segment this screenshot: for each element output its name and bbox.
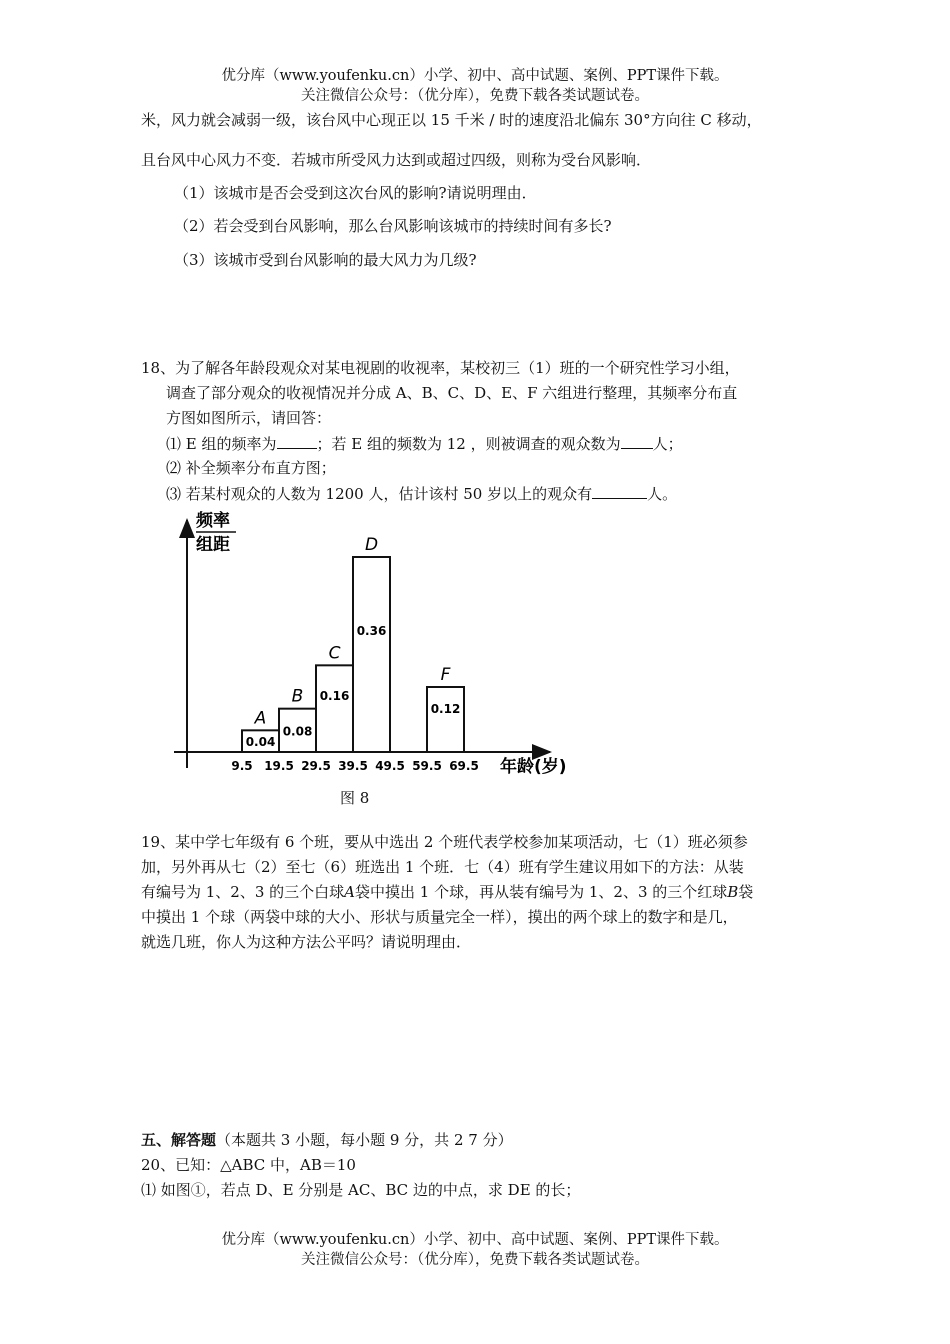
bar-value-label-c: 0.16	[319, 689, 350, 703]
x-tick-label: 9.5	[231, 759, 253, 773]
group-label-d: D	[364, 535, 379, 555]
q20-stem: 20、已知：△ABC 中，AB＝10	[141, 1156, 356, 1174]
frequency-histogram	[160, 506, 610, 786]
q18-text-3: 方图如图所示，请回答：	[166, 409, 332, 427]
q17-sub-2: （2）若会受到台风影响，那么台风影响该城市的持续时间有多长?	[174, 217, 612, 235]
q18-part-2: ⑵ 补全频率分布直方图；	[166, 459, 336, 477]
q19-text-3-b: 袋中摸出 1 个球，再从装有编号为 1、2、3 的三个红球	[355, 883, 728, 901]
q18-part-1-c: 人；	[652, 435, 683, 453]
q17-sub-1: （1）该城市是否会受到这次台风的影响?请说明理由．	[174, 184, 537, 202]
q19-text-1: 19、某中学七年级有 6 个班，要从中选出 2 个班代表学校参加某项活动，七（1）班必须参	[141, 833, 748, 851]
bar-value-label-f: 0.12	[430, 702, 461, 716]
q19-text-2: 加，另外再从七（2）至七（6）班选出 1 个班．七（4）班有学生建议用如下的方法：从装	[141, 858, 744, 876]
y-label-bottom: 组距	[196, 535, 230, 555]
q19-text-4: 中摸出 1 个球（两袋中球的大小、形状与质量完全一样），摸出的两个球上的数字和是几，	[141, 908, 738, 926]
q18-part-3	[166, 483, 677, 504]
histogram-bar-f	[427, 687, 464, 752]
figure-caption: 图 8	[340, 789, 370, 807]
q18-part-1-b: ；若 E 组的频数为 12 ，则被调查的观众数为	[316, 435, 621, 453]
q19-text-3-c: 袋	[738, 883, 754, 901]
group-label-b: B	[291, 686, 304, 707]
bag-a-symbol: A	[344, 883, 356, 901]
q19-text-3-a: 有编号为 1、2、3 的三个白球	[141, 883, 345, 901]
q18-text-1: 18、为了解各年龄段观众对某电视剧的收视率，某校初三（1）班的一个研究性学习小组，	[141, 359, 740, 377]
histogram-bar-d	[353, 557, 390, 752]
footer-line-1: 优分库（www.youfenku.cn）小学、初中、高中试题、案例、PPT课件下载。	[221, 1232, 729, 1248]
q17-text-1: 米，风力就会减弱一级，该台风中心现正以 15 千米 / 时的速度沿北偏东 30°方向往 C 移动，	[141, 111, 762, 129]
bar-value-label-a: 0.04	[245, 735, 276, 750]
q17-sub-3: （3）该城市受到台风影响的最大风力为几级?	[174, 251, 477, 269]
section-5-heading	[141, 1130, 513, 1150]
q20-part-1: ⑴ 如图①，若点 D、E 分别是 AC、BC 边的中点，求 DE 的长；	[141, 1181, 581, 1199]
x-tick-label: 29.5	[301, 759, 331, 773]
bar-value-label-d: 0.36	[356, 624, 387, 638]
q19-text-3	[141, 882, 753, 902]
section-5-note: （本题共 3 小题，每小题 9 分，共 2 7 分）	[216, 1131, 513, 1149]
x-axis-label: 年龄(岁)	[500, 757, 567, 777]
q19-text-5: 就选几班，你人为这种方法公平吗？请说明理由．	[141, 933, 472, 951]
section-5-title: 五、解答题	[141, 1131, 217, 1149]
q18-part-1	[166, 433, 683, 454]
q18-part-3-b: 人。	[647, 485, 678, 503]
header-line-2: 关注微信公众号：（优分库），免费下载各类试题试卷。	[301, 88, 649, 104]
bar-value-label-b: 0.08	[282, 724, 313, 739]
x-tick-label: 69.5	[449, 759, 479, 773]
histogram-bar-c	[316, 665, 353, 752]
q18-part-3-a: ⑶ 若某村观众的人数为 1200 人，估计该村 50 岁以上的观众有	[166, 485, 593, 503]
x-tick-label: 19.5	[264, 759, 294, 773]
answer-blank-3[interactable]	[592, 483, 647, 499]
y-label-top: 频率	[196, 511, 230, 531]
group-label-f: F	[440, 665, 451, 685]
group-label-a: A	[254, 708, 267, 729]
bag-b-symbol: B	[727, 883, 739, 901]
header-line-1: 优分库（www.youfenku.cn）小学、初中、高中试题、案例、PPT课件下载。	[221, 68, 729, 84]
q17-text-2: 且台风中心风力不变．若城市所受风力达到或超过四级，则称为受台风影响．	[141, 151, 652, 169]
footer-line-2: 关注微信公众号：（优分库），免费下载各类试题试卷。	[301, 1252, 649, 1268]
q18-part-1-a: ⑴ E 组的频率为	[166, 435, 277, 453]
x-tick-label: 59.5	[412, 759, 442, 773]
x-tick-label: 39.5	[338, 759, 368, 773]
answer-blank-2[interactable]	[621, 433, 653, 449]
answer-blank-1[interactable]	[277, 433, 317, 449]
x-tick-label: 49.5	[375, 759, 405, 773]
group-label-c: C	[328, 643, 341, 664]
q18-text-2: 调查了部分观众的收视情况并分成 A、B、C、D、E、F 六组进行整理，其频率分布直	[166, 384, 738, 402]
